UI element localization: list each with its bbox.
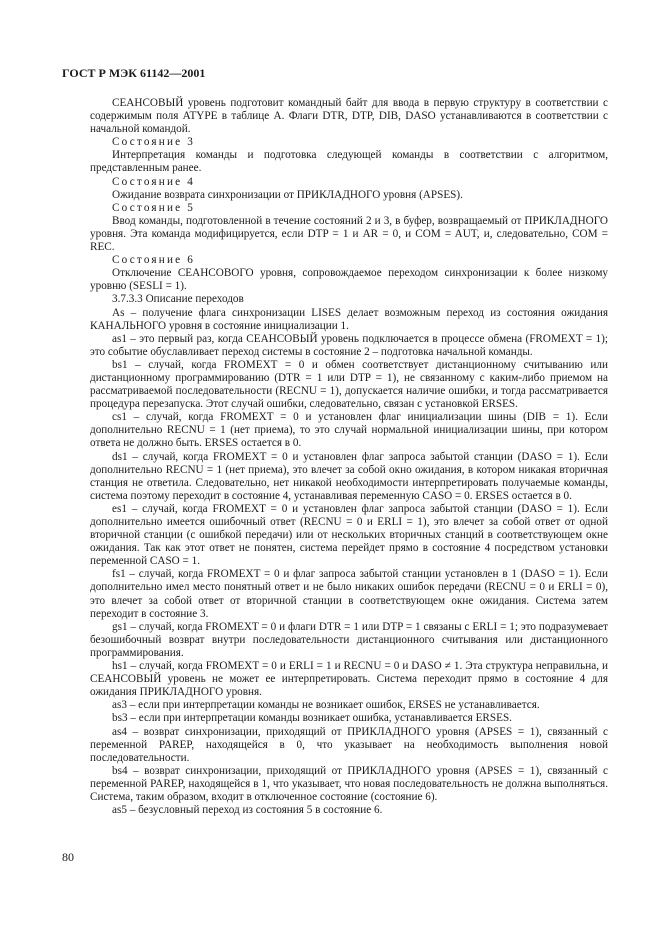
body-paragraph: as3 – если при интерпретации команды не возникает ошибок, ERSES не устанавливается. (112, 699, 540, 712)
body-paragraph: bs3 – если при интерпретации команды возникает ошибка, устанавливается ERSES. (112, 712, 512, 725)
body-paragraph: 3.7.3.3 Описание переходов (112, 293, 244, 306)
body-paragraph: fs1 – случай, когда FROMEXT = 0 и флаг запроса забытой станции установлен в 1 (DASO = 1). Если дополнительно имел место понятный ответ и не было никаких ошибок передачи (RECNU = 0 и ERLI = 0), это влечет за собой ответ от вторичной станции в соответствующем окне ожидания. Система затем переходит в состояние 3. (90, 568, 608, 620)
document-header: ГОСТ Р МЭК 61142—2001 (62, 66, 206, 80)
body-paragraph: Отключение СЕАНСОВОГО уровня, сопровождаемое переходом синхронизации к более низкому уровню (SESLI = 1). (90, 267, 608, 293)
body-paragraph: Ввод команды, подготовленной в течение состояний 2 и 3, в буфер, возвращаемый от ПРИКЛАДНОГО уровня. Эта команда модифицируется, если DTP = 1 и AR = 0, и COM = AUT, и, следовательно, COM = REC. (90, 214, 608, 254)
body-paragraph: as1 – это первый раз, когда СЕАНСОВЫЙ уровень подключается в процессе обмена (FROMEXT = 1); это событие обуславливает переход системы в состояние 2 – подготовка начальной команды. (90, 332, 608, 358)
body-paragraph: Ожидание возврата синхронизации от ПРИКЛАДНОГО уровня (APSES). (112, 188, 463, 201)
body-paragraph: ds1 – случай, когда FROMEXT = 0 и установлен флаг запроса забытой станции (DASO = 1). Если дополнительно RECNU = 1 (нет приема), это влечет за собой окно ожидания, в котором никакая вторичная станция не ответила. Следовательно, нет никакой необходимости интерпретировать получаемые команды, система поэтому переходит в состояние 4, устанавливая переменную CASO = 0. ERSES остается в 0. (90, 450, 608, 502)
state-heading: Состояние 5 (112, 201, 196, 214)
body-paragraph: as4 – возврат синхронизации, приходящий от ПРИКЛАДНОГО уровня (APSES = 1), связанный с переменной PAREP, находящейся в 0, что указывает на необходимость выполнения новой последовательности. (90, 725, 608, 764)
body-paragraph: gs1 – случай, когда FROMEXT = 0 и флаги DTR = 1 или DTP = 1 связаны с ERLI = 1; это подразумевает безошибочный возврат внутри последовательности дистанционного считывания или дистанционного программирования. (90, 620, 608, 659)
state-heading: Состояние 4 (112, 175, 196, 188)
body-paragraph: Интерпретация команды и подготовка следующей команды в соответствии с алгоритмом, представленным ранее. (90, 149, 608, 175)
body-paragraph: bs4 – возврат синхронизации, приходящий от ПРИКЛАДНОГО уровня (APSES = 1), связанный с переменной PAREP, находящейся в 1, что указывает, что новая последовательность не должна выполняться. Система, таким образом, входит в отключенное состояние (состояние 6). (90, 764, 608, 803)
body-paragraph: es1 – случай, когда FROMEXT = 0 и установлен флаг запроса забытой станции (DASO = 1). Если дополнительно имеется ошибочный ответ (RECNU = 0 и ERLI = 1), это влечет за собой ответ от одной вторичной станции (с ошибкой передачи) или от нескольких вторичных станций в соответствующем окне ожидания. Так как этот ответ не понятен, система перейдет прямо в состояние 4 посредством установки переменной CASO = 1. (90, 502, 608, 568)
state-heading: Состояние 3 (112, 136, 196, 149)
body-text (90, 97, 608, 817)
body-paragraph: СЕАНСОВЫЙ уровень подготовит командный байт для ввода в первую структуру в соответствии с содержимым поля ATYPE в таблице А. Флаги DTR, DTP, DIB, DASO устанавливаются в соответствии с начальной командой. (90, 97, 608, 136)
body-paragraph: As – получение флага синхронизации LISES делает возможным переход из состояния ожидания КАНАЛЬНОГО уровня в состояние инициализации 1. (90, 306, 608, 332)
state-heading: Состояние 6 (112, 254, 196, 267)
body-paragraph: bs1 – случай, когда FROMEXT = 0 и обмен соответствует дистанционному считыванию или дистанционному программированию (DTR = 1 или DTP = 1), не связанному с каким-либо приемом на рассматриваемой последовательности (RECNU = 1), допускается наличие ошибки, и тогда рассматривается процедура перезапуска. Этот случай ошибки, следовательно, связан с установкой ERSES. (90, 358, 608, 411)
body-paragraph: as5 – безусловный переход из состояния 5 в состояние 6. (112, 804, 383, 817)
page-number: 80 (62, 850, 74, 864)
body-paragraph: hs1 – случай, когда FROMEXT = 0 и ERLI = 1 и RECNU = 0 и DASO ≠ 1. Эта структура неправильна, и СЕАНСОВЫЙ уровень не может ее интерпретировать. Система переходит прямо в состояние 4 для ожидания ПРИКЛАДНОГО уровня. (90, 660, 608, 699)
body-paragraph: cs1 – случай, когда FROMEXT = 0 и установлен флаг инициализации шины (DIB = 1). Если дополнительно RECNU = 1 (нет приема), то это случай нормальной инициализации шины, при котором ответа не должно быть. ERSES остается в 0. (90, 411, 608, 450)
